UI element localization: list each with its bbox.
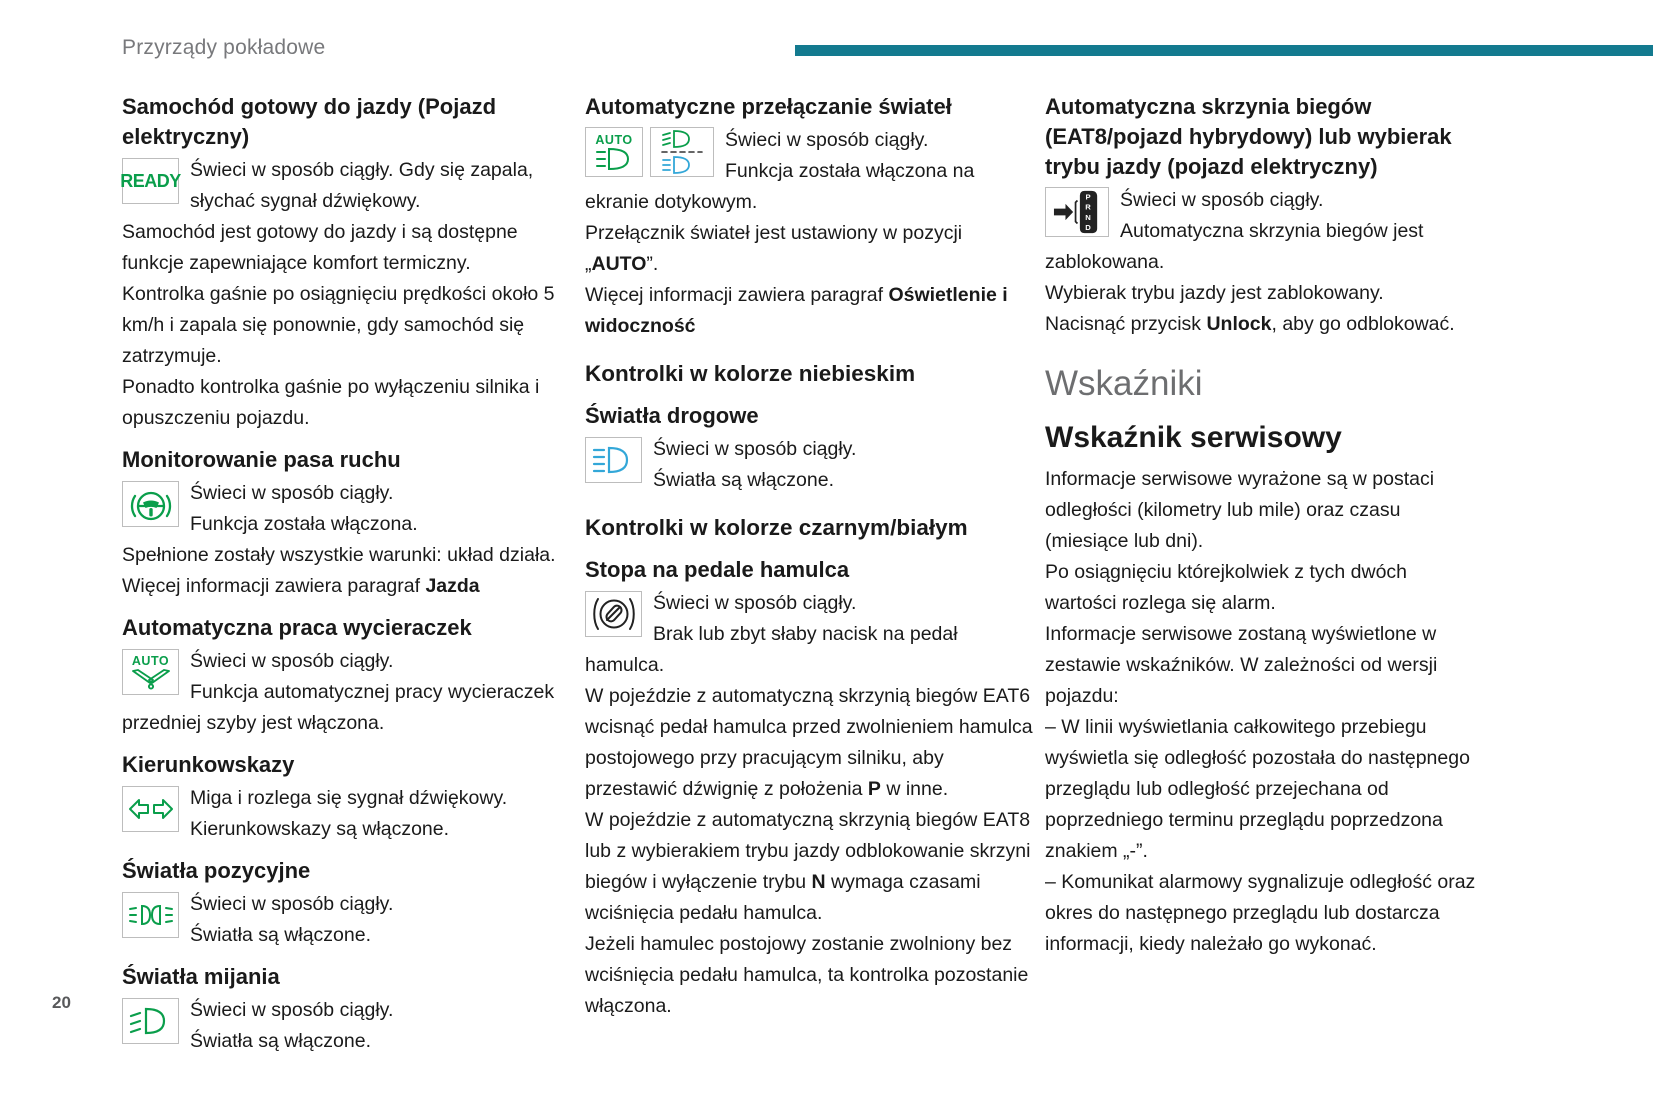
ready-indicator-icon <box>122 158 179 204</box>
section-heading: Światła pozycyjne <box>122 858 311 883</box>
indicator-entry <box>122 995 570 1057</box>
body-text: Brak lub zbyt słaby nacisk na pedał hamulca. <box>585 623 958 676</box>
auto-label: AUTO <box>131 653 170 668</box>
page-number: 20 <box>52 993 71 1012</box>
body-text: Kontrolka gaśnie po osiągnięciu prędkości około 5 km/h i zapala się ponownie, gdy samochód się zatrzymuje. <box>122 283 555 367</box>
topic-title: Wskaźnik serwisowy <box>1045 421 1342 454</box>
turn-signals-icon <box>122 786 179 832</box>
body-text: Wybierak trybu jazdy jest zablokowany. <box>1045 282 1384 304</box>
body-text: Kierunkowskazy są włączone. <box>190 818 450 840</box>
indicator-entry <box>585 434 1033 496</box>
brake-pedal-icon <box>585 591 642 637</box>
text-run: Przełącznik świateł jest ustawiony w pozycji „ <box>585 222 963 275</box>
body-text: Spełnione zostały wszystkie warunki: układ działa. <box>122 544 556 566</box>
text-run: Nacisnąć przycisk <box>1045 313 1207 335</box>
body-text <box>585 218 1033 280</box>
position-lights-icon <box>122 892 179 938</box>
body-text: Samochód jest gotowy do jazdy i są dostępne funkcje zapewniające komfort termiczny. <box>122 221 518 274</box>
body-text: Po osiągnięciu którejkolwiek z tych dwóch wartości rozlega się alarm. <box>1045 561 1408 614</box>
body-text: Światła są włączone. <box>653 469 835 491</box>
indicator-entry <box>585 125 1033 342</box>
body-text <box>1045 309 1477 340</box>
body-text: Informacje serwisowe wyrażone są w postaci odległości (kilometry lub mile) oraz czasu (miesiące lub dni). <box>1045 468 1435 552</box>
column-2 <box>585 92 1033 1030</box>
emphasis-text: Jazda <box>425 575 480 597</box>
ready-label: READY <box>120 170 181 191</box>
indicator-entry <box>122 155 570 434</box>
category-heading: Kontrolki w kolorze czarnym/białym <box>585 515 968 540</box>
body-text: Świeci w sposób ciągły. <box>190 893 394 915</box>
indicator-entry <box>1045 185 1477 340</box>
column-1 <box>122 92 570 1065</box>
indicator-entry <box>585 588 1033 1022</box>
svg-text:D: D <box>1085 223 1091 233</box>
emphasis-text: Oświetlenie i widoczność <box>585 284 1008 337</box>
section-heading: Automatyczne przełączanie świateł <box>585 94 952 119</box>
chapter-title: Wskaźniki <box>1045 364 1203 403</box>
emphasis-text: N <box>811 871 826 893</box>
body-text: Świeci w sposób ciągły. <box>190 482 394 504</box>
body-text <box>122 571 570 602</box>
body-text: Świeci w sposób ciągły. <box>190 650 394 672</box>
auto-label: AUTO <box>595 132 633 147</box>
body-text: – W linii wyświetlania całkowitego przebiegu wyświetla się odległość pozostała do następnego przeglądu lub odległość przejechana od poprzedniego terminu przeglądu poprzedzona znakiem „-”. <box>1045 716 1470 862</box>
text-run: w inne. <box>880 778 949 800</box>
body-text <box>585 805 1033 929</box>
emphasis-text: AUTO <box>591 253 647 275</box>
auto-headlights-icon <box>585 127 643 177</box>
text-run: Więcej informacji zawiera paragraf <box>585 284 889 306</box>
auto-wiper-icon <box>122 649 179 695</box>
body-text: Funkcja została włączona na ekranie dotykowym. <box>585 160 975 213</box>
body-text: Świeci w sposób ciągły. <box>653 592 857 614</box>
body-text: Jeżeli hamulec postojowy zostanie zwolniony bez wciśnięcia pedału hamulca, ta kontrolka pozostanie włączona. <box>585 933 1029 1017</box>
column-3 <box>1045 92 1477 960</box>
indicator-entry <box>122 646 570 739</box>
auto-beam-switch-icon <box>650 127 714 177</box>
indicator-entry <box>122 889 570 951</box>
text-run: , aby go odblokować. <box>1271 313 1455 335</box>
emphasis-text: P <box>867 778 881 800</box>
indicator-entry <box>122 783 570 845</box>
body-text: Świeci w sposób ciągły. <box>725 129 929 151</box>
body-text <box>585 280 1033 342</box>
body-text: Miga i rozlega się sygnał dźwiękowy. <box>190 787 508 809</box>
text-run: ”. <box>646 253 659 275</box>
body-text: Funkcja została włączona. <box>190 513 418 535</box>
section-heading: Samochód gotowy do jazdy (Pojazd elektryczny) <box>122 94 497 149</box>
category-heading: Kontrolki w kolorze niebieskim <box>585 361 916 386</box>
body-text: Świeci w sposób ciągły. <box>1120 189 1324 211</box>
text-run: Więcej informacji zawiera paragraf <box>122 575 426 597</box>
low-beam-icon <box>122 998 179 1044</box>
body-text: Świeci w sposób ciągły. <box>190 999 394 1021</box>
section-heading: Automatyczna skrzynia biegów (EAT8/pojazd hybrydowy) lub wybierak trybu jazdy (pojazd elektryczny) <box>1045 94 1452 179</box>
body-text: Funkcja automatycznej pracy wycieraczek przedniej szyby jest włączona. <box>122 681 555 734</box>
high-beam-icon <box>585 437 642 483</box>
body-text: Świeci w sposób ciągły. Gdy się zapala, słychać sygnał dźwiękowy. <box>190 159 534 212</box>
section-heading: Monitorowanie pasa ruchu <box>122 447 401 472</box>
text-run: W pojeździe z automatyczną skrzynią biegów EAT8 lub z wybierakiem trybu jazdy odblokowanie skrzyni biegów i wyłączenie trybu <box>585 809 1031 893</box>
text-run: W pojeździe z automatyczną skrzynią biegów EAT6 wcisnąć pedał hamulca przed zwolnieniem hamulca postojowego przy pracującym silniku, aby przestawić dźwignię z położenia <box>585 685 1033 800</box>
body-text: Ponadto kontrolka gaśnie po wyłączeniu silnika i opuszczeniu pojazdu. <box>122 376 540 429</box>
section-heading: Stopa na pedale hamulca <box>585 557 850 582</box>
header-accent-rule <box>795 45 1653 56</box>
body-text: Świeci w sposób ciągły. <box>653 438 857 460</box>
section-heading: Automatyczna praca wycieraczek <box>122 615 472 640</box>
section-heading: Światła mijania <box>122 964 280 989</box>
section-heading: Światła drogowe <box>585 403 759 428</box>
body-text: – Komunikat alarmowy sygnalizuje odległość oraz okres do następnego przeglądu lub dostarcza informacji, kiedy należało go wykonać. <box>1045 871 1476 955</box>
indicator-entry <box>122 478 570 602</box>
text-run: wymaga czasami wciśnięcia pedału hamulca. <box>585 871 981 924</box>
section-heading: Kierunkowskazy <box>122 752 295 777</box>
body-text: Światła są włączone. <box>190 924 372 946</box>
page-header-title: Przyrządy pokładowe <box>122 36 326 59</box>
svg-text:P: P <box>1085 192 1091 202</box>
svg-text:R: R <box>1085 202 1091 212</box>
emphasis-text: Unlock <box>1206 313 1272 335</box>
gear-selector-lock-icon <box>1045 187 1109 237</box>
body-text: Światła są włączone. <box>190 1030 372 1052</box>
svg-text:N: N <box>1085 212 1091 222</box>
body-text: Automatyczna skrzynia biegów jest zablokowana. <box>1045 220 1424 273</box>
body-text <box>585 681 1033 805</box>
body-text: Informacje serwisowe zostaną wyświetlone w zestawie wskaźników. W zależności od wersji pojazdu: <box>1045 623 1438 707</box>
lane-keeping-icon <box>122 481 179 527</box>
